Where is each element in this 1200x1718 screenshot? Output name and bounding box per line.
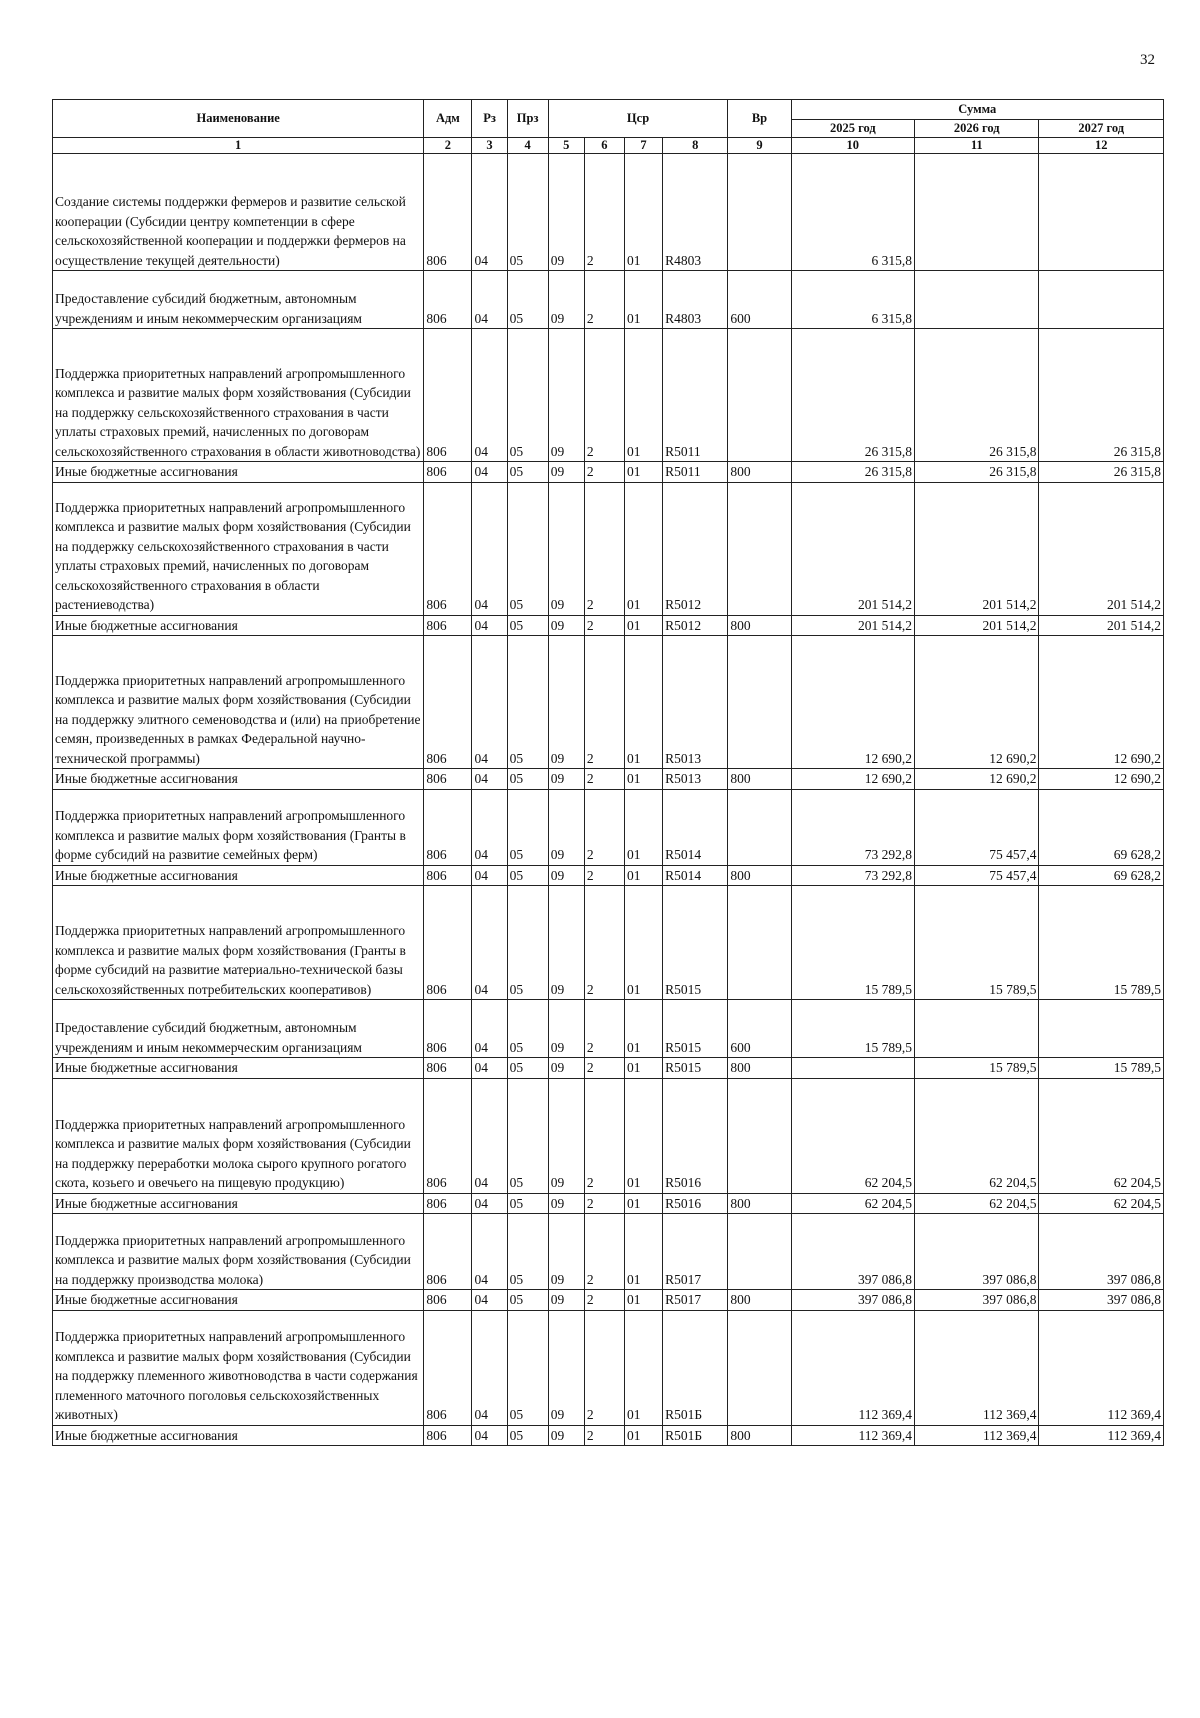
vr-code: 800 xyxy=(728,769,791,790)
adm-code: 806 xyxy=(424,1000,472,1058)
adm-code: 806 xyxy=(424,462,472,483)
sum-2027: 397 086,8 xyxy=(1039,1214,1164,1290)
csr-part-4: R5017 xyxy=(663,1290,728,1311)
table-row xyxy=(53,462,1164,483)
csr-part-4: R5015 xyxy=(663,1000,728,1058)
vr-code xyxy=(728,329,791,462)
prz-code: 05 xyxy=(507,1193,548,1214)
row-name: Предоставление субсидий бюджетным, автономным учреждениям и иным некоммерческим организациям xyxy=(53,271,424,329)
row-name: Поддержка приоритетных направлений агропромышленного комплекса и развитие малых форм хозяйствования (Субсидии на поддержку переработки молока сырого крупного рогатого скота, козьего и овечьего на пищевую продукцию) xyxy=(53,1078,424,1193)
rz-code: 04 xyxy=(472,271,507,329)
vr-code xyxy=(728,636,791,769)
sum-2025: 62 204,5 xyxy=(791,1078,914,1193)
column-number: 10 xyxy=(791,138,914,154)
csr-part-4: R5017 xyxy=(663,1214,728,1290)
header-vr: Вр xyxy=(728,100,791,138)
prz-code: 05 xyxy=(507,769,548,790)
sum-2025: 12 690,2 xyxy=(791,769,914,790)
csr-part-3: 01 xyxy=(624,271,662,329)
prz-code: 05 xyxy=(507,271,548,329)
csr-part-1: 09 xyxy=(548,329,584,462)
adm-code: 806 xyxy=(424,886,472,1000)
table-row xyxy=(53,329,1164,462)
prz-code: 05 xyxy=(507,482,548,615)
csr-part-4: R4803 xyxy=(663,154,728,271)
csr-part-1: 09 xyxy=(548,1193,584,1214)
vr-code: 800 xyxy=(728,1193,791,1214)
row-name: Иные бюджетные ассигнования xyxy=(53,1425,424,1446)
row-name: Поддержка приоритетных направлений агропромышленного комплекса и развитие малых форм хозяйствования (Гранты в форме субсидий на развитие материально-технической базы сельскохозяйственных потребительских кооперативов) xyxy=(53,886,424,1000)
csr-part-1: 09 xyxy=(548,462,584,483)
header-prz: Прз xyxy=(507,100,548,138)
csr-part-3: 01 xyxy=(624,1290,662,1311)
sum-2027: 62 204,5 xyxy=(1039,1193,1164,1214)
prz-code: 05 xyxy=(507,462,548,483)
sum-2025: 62 204,5 xyxy=(791,1193,914,1214)
sum-2027: 201 514,2 xyxy=(1039,615,1164,636)
rz-code: 04 xyxy=(472,1310,507,1425)
vr-code xyxy=(728,482,791,615)
rz-code: 04 xyxy=(472,482,507,615)
csr-part-1: 09 xyxy=(548,1425,584,1446)
sum-2026 xyxy=(915,271,1039,329)
header-year-2026: 2026 год xyxy=(915,120,1039,138)
table-row xyxy=(53,1078,1164,1193)
sum-2025: 397 086,8 xyxy=(791,1290,914,1311)
row-name: Иные бюджетные ассигнования xyxy=(53,615,424,636)
csr-part-2: 2 xyxy=(584,886,624,1000)
sum-2026: 15 789,5 xyxy=(915,1058,1039,1079)
csr-part-4: R4803 xyxy=(663,271,728,329)
vr-code xyxy=(728,1214,791,1290)
sum-2026: 75 457,4 xyxy=(915,865,1039,886)
sum-2027: 201 514,2 xyxy=(1039,482,1164,615)
sum-2026: 201 514,2 xyxy=(915,615,1039,636)
prz-code: 05 xyxy=(507,1214,548,1290)
csr-part-4: R5014 xyxy=(663,865,728,886)
column-number: 5 xyxy=(548,138,584,154)
csr-part-3: 01 xyxy=(624,1078,662,1193)
csr-part-1: 09 xyxy=(548,271,584,329)
csr-part-2: 2 xyxy=(584,482,624,615)
csr-part-4: R5011 xyxy=(663,329,728,462)
sum-2025: 201 514,2 xyxy=(791,615,914,636)
sum-2026: 75 457,4 xyxy=(915,789,1039,865)
column-number: 7 xyxy=(624,138,662,154)
csr-part-3: 01 xyxy=(624,482,662,615)
csr-part-3: 01 xyxy=(624,1193,662,1214)
sum-2026: 112 369,4 xyxy=(915,1425,1039,1446)
adm-code: 806 xyxy=(424,329,472,462)
sum-2025: 201 514,2 xyxy=(791,482,914,615)
sum-2025: 26 315,8 xyxy=(791,329,914,462)
csr-part-1: 09 xyxy=(548,636,584,769)
adm-code: 806 xyxy=(424,1425,472,1446)
csr-part-3: 01 xyxy=(624,1058,662,1079)
table-row xyxy=(53,1310,1164,1425)
prz-code: 05 xyxy=(507,865,548,886)
budget-table xyxy=(52,99,1164,1446)
column-number: 4 xyxy=(507,138,548,154)
adm-code: 806 xyxy=(424,615,472,636)
rz-code: 04 xyxy=(472,1058,507,1079)
sum-2026 xyxy=(915,154,1039,271)
csr-part-4: R5016 xyxy=(663,1193,728,1214)
csr-part-1: 09 xyxy=(548,482,584,615)
vr-code: 800 xyxy=(728,462,791,483)
adm-code: 806 xyxy=(424,1078,472,1193)
table-row xyxy=(53,1058,1164,1079)
csr-part-2: 2 xyxy=(584,865,624,886)
vr-code xyxy=(728,1078,791,1193)
csr-part-4: R5016 xyxy=(663,1078,728,1193)
rz-code: 04 xyxy=(472,886,507,1000)
csr-part-2: 2 xyxy=(584,1214,624,1290)
csr-part-3: 01 xyxy=(624,615,662,636)
table-body xyxy=(53,154,1164,1446)
rz-code: 04 xyxy=(472,154,507,271)
vr-code xyxy=(728,154,791,271)
prz-code: 05 xyxy=(507,886,548,1000)
rz-code: 04 xyxy=(472,1290,507,1311)
sum-2026: 26 315,8 xyxy=(915,462,1039,483)
sum-2027: 112 369,4 xyxy=(1039,1310,1164,1425)
sum-2027: 15 789,5 xyxy=(1039,1058,1164,1079)
header-rz: Рз xyxy=(472,100,507,138)
rz-code: 04 xyxy=(472,1193,507,1214)
vr-code: 600 xyxy=(728,271,791,329)
adm-code: 806 xyxy=(424,769,472,790)
sum-2027 xyxy=(1039,154,1164,271)
table-row xyxy=(53,1425,1164,1446)
csr-part-4: R5015 xyxy=(663,886,728,1000)
sum-2026: 12 690,2 xyxy=(915,769,1039,790)
row-name: Поддержка приоритетных направлений агропромышленного комплекса и развитие малых форм хозяйствования (Субсидии на поддержку элитного семеноводства и (или) на приобретение семян, произведенных в рамках Федеральной научно-технической программы) xyxy=(53,636,424,769)
column-number: 1 xyxy=(53,138,424,154)
csr-part-2: 2 xyxy=(584,1058,624,1079)
table-row xyxy=(53,482,1164,615)
csr-part-3: 01 xyxy=(624,154,662,271)
csr-part-2: 2 xyxy=(584,615,624,636)
row-name: Поддержка приоритетных направлений агропромышленного комплекса и развитие малых форм хозяйствования (Субсидии на поддержку производства молока) xyxy=(53,1214,424,1290)
column-number: 2 xyxy=(424,138,472,154)
table-row xyxy=(53,154,1164,271)
row-name: Поддержка приоритетных направлений агропромышленного комплекса и развитие малых форм хозяйствования (Субсидии на поддержку племенного животноводства в части содержания племенного маточного поголовья сельскохозяйственных животных) xyxy=(53,1310,424,1425)
adm-code: 806 xyxy=(424,865,472,886)
sum-2026: 201 514,2 xyxy=(915,482,1039,615)
sum-2026: 15 789,5 xyxy=(915,886,1039,1000)
page-number: 32 xyxy=(1140,52,1155,68)
prz-code: 05 xyxy=(507,636,548,769)
vr-code: 800 xyxy=(728,1058,791,1079)
row-name: Поддержка приоритетных направлений агропромышленного комплекса и развитие малых форм хозяйствования (Субсидии на поддержку сельскохозяйственного страхования в части уплаты страховых премий, начисленных по договорам сельскохозяйственного страхования в области животноводства) xyxy=(53,329,424,462)
csr-part-4: R5015 xyxy=(663,1058,728,1079)
column-number: 11 xyxy=(915,138,1039,154)
sum-2027 xyxy=(1039,1000,1164,1058)
csr-part-2: 2 xyxy=(584,154,624,271)
sum-2026 xyxy=(915,1000,1039,1058)
csr-part-1: 09 xyxy=(548,154,584,271)
csr-part-2: 2 xyxy=(584,1078,624,1193)
csr-part-1: 09 xyxy=(548,769,584,790)
prz-code: 05 xyxy=(507,1290,548,1311)
adm-code: 806 xyxy=(424,482,472,615)
rz-code: 04 xyxy=(472,865,507,886)
table-row xyxy=(53,1193,1164,1214)
csr-part-4: R5013 xyxy=(663,769,728,790)
row-name: Поддержка приоритетных направлений агропромышленного комплекса и развитие малых форм хозяйствования (Субсидии на поддержку сельскохозяйственного страхования в части уплаты страховых премий, начисленных по договорам сельскохозяйственного страхования в области растениеводства) xyxy=(53,482,424,615)
rz-code: 04 xyxy=(472,1078,507,1193)
prz-code: 05 xyxy=(507,789,548,865)
csr-part-2: 2 xyxy=(584,462,624,483)
sum-2025 xyxy=(791,1058,914,1079)
row-name: Предоставление субсидий бюджетным, автономным учреждениям и иным некоммерческим организациям xyxy=(53,1000,424,1058)
csr-part-1: 09 xyxy=(548,1310,584,1425)
csr-part-2: 2 xyxy=(584,1290,624,1311)
csr-part-3: 01 xyxy=(624,865,662,886)
rz-code: 04 xyxy=(472,615,507,636)
csr-part-3: 01 xyxy=(624,1214,662,1290)
csr-part-2: 2 xyxy=(584,769,624,790)
csr-part-3: 01 xyxy=(624,789,662,865)
csr-part-3: 01 xyxy=(624,1310,662,1425)
table-row xyxy=(53,769,1164,790)
rz-code: 04 xyxy=(472,769,507,790)
csr-part-1: 09 xyxy=(548,615,584,636)
vr-code: 800 xyxy=(728,1290,791,1311)
prz-code: 05 xyxy=(507,1078,548,1193)
sum-2025: 112 369,4 xyxy=(791,1425,914,1446)
vr-code: 600 xyxy=(728,1000,791,1058)
csr-part-2: 2 xyxy=(584,1000,624,1058)
row-name: Поддержка приоритетных направлений агропромышленного комплекса и развитие малых форм хозяйствования (Гранты в форме субсидий на развитие семейных ферм) xyxy=(53,789,424,865)
csr-part-3: 01 xyxy=(624,1000,662,1058)
csr-part-3: 01 xyxy=(624,886,662,1000)
csr-part-4: R5012 xyxy=(663,482,728,615)
sum-2025: 6 315,8 xyxy=(791,154,914,271)
prz-code: 05 xyxy=(507,1058,548,1079)
header-year-2027: 2027 год xyxy=(1039,120,1164,138)
adm-code: 806 xyxy=(424,1290,472,1311)
header-csr: Цср xyxy=(548,100,728,138)
rz-code: 04 xyxy=(472,636,507,769)
row-name: Иные бюджетные ассигнования xyxy=(53,462,424,483)
column-number: 6 xyxy=(584,138,624,154)
rz-code: 04 xyxy=(472,462,507,483)
sum-2027: 69 628,2 xyxy=(1039,789,1164,865)
rz-code: 04 xyxy=(472,329,507,462)
csr-part-2: 2 xyxy=(584,1193,624,1214)
table-row xyxy=(53,789,1164,865)
row-name: Иные бюджетные ассигнования xyxy=(53,1290,424,1311)
header-year-2025: 2025 год xyxy=(791,120,914,138)
column-number: 9 xyxy=(728,138,791,154)
csr-part-3: 01 xyxy=(624,1425,662,1446)
column-number: 3 xyxy=(472,138,507,154)
csr-part-4: R5013 xyxy=(663,636,728,769)
csr-part-4: R501Б xyxy=(663,1425,728,1446)
csr-part-3: 01 xyxy=(624,462,662,483)
vr-code: 800 xyxy=(728,865,791,886)
sum-2027: 12 690,2 xyxy=(1039,769,1164,790)
sum-2025: 397 086,8 xyxy=(791,1214,914,1290)
csr-part-1: 09 xyxy=(548,1214,584,1290)
csr-part-1: 09 xyxy=(548,1000,584,1058)
vr-code xyxy=(728,789,791,865)
csr-part-1: 09 xyxy=(548,1290,584,1311)
sum-2026: 397 086,8 xyxy=(915,1214,1039,1290)
column-number: 12 xyxy=(1039,138,1164,154)
csr-part-2: 2 xyxy=(584,789,624,865)
sum-2027 xyxy=(1039,271,1164,329)
prz-code: 05 xyxy=(507,154,548,271)
sum-2025: 15 789,5 xyxy=(791,886,914,1000)
rz-code: 04 xyxy=(472,789,507,865)
csr-part-4: R5011 xyxy=(663,462,728,483)
sum-2025: 12 690,2 xyxy=(791,636,914,769)
csr-part-1: 09 xyxy=(548,1058,584,1079)
table-header xyxy=(53,100,1164,154)
vr-code: 800 xyxy=(728,615,791,636)
rz-code: 04 xyxy=(472,1000,507,1058)
column-number: 8 xyxy=(663,138,728,154)
prz-code: 05 xyxy=(507,1425,548,1446)
sum-2025: 26 315,8 xyxy=(791,462,914,483)
table-row xyxy=(53,1290,1164,1311)
sum-2026: 62 204,5 xyxy=(915,1193,1039,1214)
csr-part-4: R5012 xyxy=(663,615,728,636)
sum-2025: 6 315,8 xyxy=(791,271,914,329)
sum-2026: 397 086,8 xyxy=(915,1290,1039,1311)
csr-part-1: 09 xyxy=(548,789,584,865)
sum-2025: 112 369,4 xyxy=(791,1310,914,1425)
sum-2027: 12 690,2 xyxy=(1039,636,1164,769)
adm-code: 806 xyxy=(424,271,472,329)
csr-part-1: 09 xyxy=(548,886,584,1000)
sum-2027: 397 086,8 xyxy=(1039,1290,1164,1311)
row-name: Иные бюджетные ассигнования xyxy=(53,769,424,790)
sum-2027: 26 315,8 xyxy=(1039,462,1164,483)
csr-part-2: 2 xyxy=(584,1425,624,1446)
sum-2027: 26 315,8 xyxy=(1039,329,1164,462)
sum-2027: 112 369,4 xyxy=(1039,1425,1164,1446)
table-row xyxy=(53,271,1164,329)
csr-part-1: 09 xyxy=(548,865,584,886)
csr-part-4: R501Б xyxy=(663,1310,728,1425)
csr-part-3: 01 xyxy=(624,769,662,790)
rz-code: 04 xyxy=(472,1425,507,1446)
sum-2025: 73 292,8 xyxy=(791,789,914,865)
row-name: Иные бюджетные ассигнования xyxy=(53,1193,424,1214)
adm-code: 806 xyxy=(424,789,472,865)
vr-code xyxy=(728,886,791,1000)
row-name: Иные бюджетные ассигнования xyxy=(53,865,424,886)
sum-2026: 26 315,8 xyxy=(915,329,1039,462)
adm-code: 806 xyxy=(424,154,472,271)
prz-code: 05 xyxy=(507,1310,548,1425)
prz-code: 05 xyxy=(507,329,548,462)
header-adm: Адм xyxy=(424,100,472,138)
sum-2027: 15 789,5 xyxy=(1039,886,1164,1000)
sum-2027: 62 204,5 xyxy=(1039,1078,1164,1193)
column-number-row xyxy=(53,138,1164,154)
prz-code: 05 xyxy=(507,1000,548,1058)
table-row xyxy=(53,865,1164,886)
table-row xyxy=(53,1214,1164,1290)
rz-code: 04 xyxy=(472,1214,507,1290)
csr-part-2: 2 xyxy=(584,271,624,329)
table-row xyxy=(53,615,1164,636)
sum-2026: 62 204,5 xyxy=(915,1078,1039,1193)
csr-part-2: 2 xyxy=(584,636,624,769)
sum-2025: 73 292,8 xyxy=(791,865,914,886)
table-row xyxy=(53,1000,1164,1058)
csr-part-4: R5014 xyxy=(663,789,728,865)
table-row xyxy=(53,886,1164,1000)
vr-code: 800 xyxy=(728,1425,791,1446)
sum-2026: 112 369,4 xyxy=(915,1310,1039,1425)
adm-code: 806 xyxy=(424,1310,472,1425)
csr-part-2: 2 xyxy=(584,329,624,462)
adm-code: 806 xyxy=(424,1193,472,1214)
sum-2026: 12 690,2 xyxy=(915,636,1039,769)
csr-part-3: 01 xyxy=(624,329,662,462)
csr-part-2: 2 xyxy=(584,1310,624,1425)
header-name: Наименование xyxy=(53,100,424,138)
sum-2027: 69 628,2 xyxy=(1039,865,1164,886)
row-name: Создание системы поддержки фермеров и развитие сельской кооперации (Субсидии центру компетенции в сфере сельскохозяйственной кооперации и поддержки фермеров на осуществление текущей деятельности) xyxy=(53,154,424,271)
csr-part-3: 01 xyxy=(624,636,662,769)
csr-part-1: 09 xyxy=(548,1078,584,1193)
table-row xyxy=(53,636,1164,769)
vr-code xyxy=(728,1310,791,1425)
header-sum: Сумма xyxy=(791,100,1163,120)
adm-code: 806 xyxy=(424,636,472,769)
row-name: Иные бюджетные ассигнования xyxy=(53,1058,424,1079)
prz-code: 05 xyxy=(507,615,548,636)
adm-code: 806 xyxy=(424,1058,472,1079)
sum-2025: 15 789,5 xyxy=(791,1000,914,1058)
adm-code: 806 xyxy=(424,1214,472,1290)
